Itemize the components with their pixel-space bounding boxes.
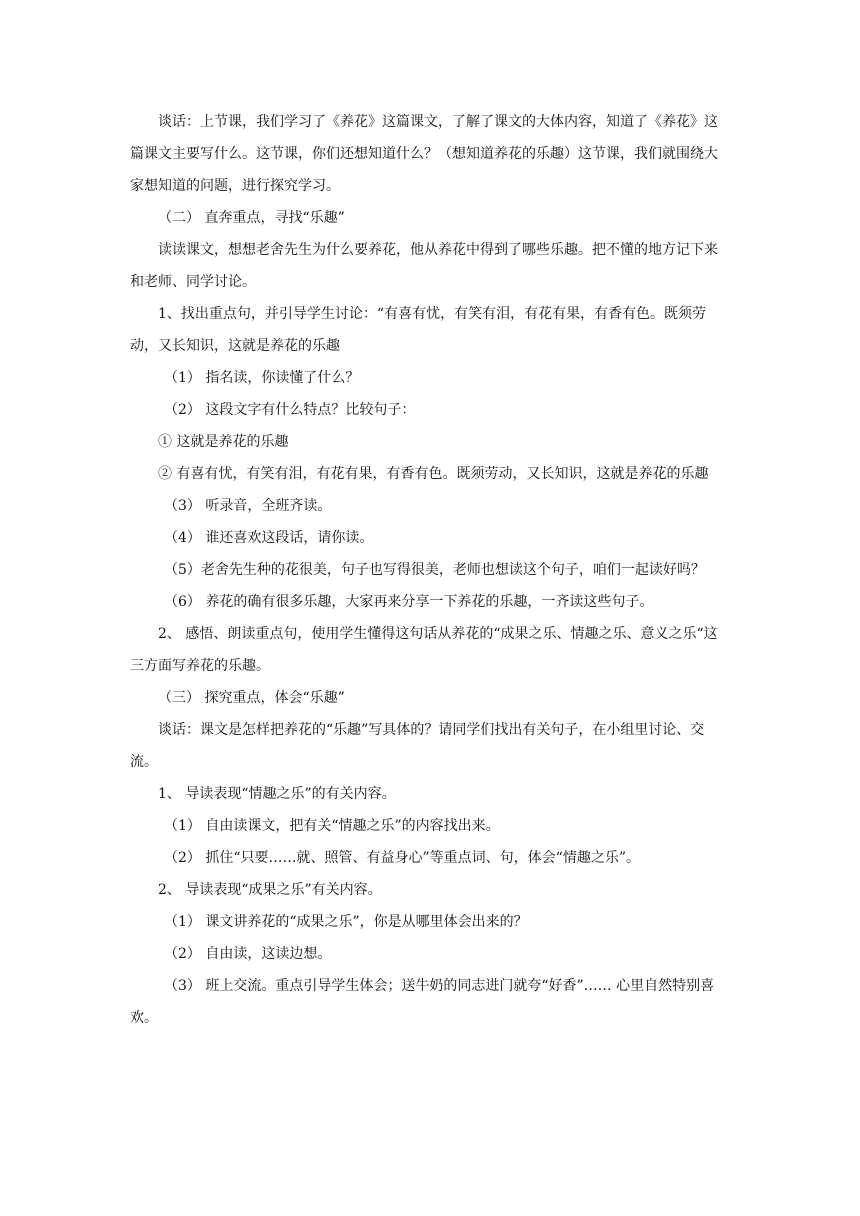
compare-sentence-1: ① 这就是养花的乐趣 (158, 434, 289, 450)
section-heading-two: （二） 直奔重点，寻找“乐趣” (158, 210, 345, 226)
list-item-interest-2: （2） 抓住“只要……就、照管、有益身心”等重点词、句，体会“情趣之乐”。 (164, 850, 640, 866)
paragraph-insight: 2、 感悟、朗读重点句，使用学生懂得这句话从养花的“成果之乐、情趣之乐、意义之乐“这三方面写养花的乐趣。 (130, 626, 718, 674)
list-item-4: （4） 谁还喜欢这段话，请你读。 (164, 530, 374, 546)
paragraph-discussion: 谈话：课文是怎样把养花的“乐趣”写具体的？请同学们找出有关句子，在小组里讨论、交流。 (130, 722, 705, 770)
list-item-result-2: （2） 自由读，这读边想。 (164, 946, 332, 962)
list-item-result-1: （1） 课文讲养花的“成果之乐”，你是从哪里体会出来的？ (164, 914, 528, 930)
list-item-5: （5）老舍先生种的花很美，句子也写得很美，老师也想读这个句子，咱们一起读好吗？ (164, 562, 705, 578)
paragraph-key-sentence: 1、找出重点句，并引导学生讨论：“有喜有忧，有笑有泪，有花有果，有香有色。既须劳动，又长知识，这就是养花的乐趣 (130, 306, 707, 354)
paragraph-intro-talk: 谈话：上节课，我们学习了《养花》这篇课文，了解了课文的大体内容，知道了《养花》这篇课文主要写什么。这节课，你们还想知道什么？（想知道养花的乐趣）这节课，我们就围绕大家想知道的问题，进行探究学习。 (130, 114, 718, 194)
section-heading-three: （三） 探究重点，体会“乐趣” (158, 690, 345, 706)
list-item-1: （1） 指名读，你读懂了什么？ (164, 370, 360, 386)
document-body (130, 106, 730, 1034)
list-item-result-3: （3） 班上交流。重点引导学生体会；送牛奶的同志进门就夸“好香”…… 心里自然特别喜欢。 (130, 978, 715, 1026)
compare-sentence-2: ② 有喜有忧，有笑有泪，有花有果，有香有色。既须劳动，又长知识，这就是养花的乐趣 (158, 466, 709, 482)
list-item-6: （6） 养花的确有很多乐趣，大家再来分享一下养花的乐趣，一齐读这些句子。 (164, 594, 654, 610)
paragraph-read-text: 读读课文，想想老舍先生为什么要养花，他从养花中得到了哪些乐趣。把不懂的地方记下来和老师、同学讨论。 (130, 242, 718, 290)
paragraph-guide-interest: 1、 导读表现“情趣之乐”的有关内容。 (158, 786, 396, 802)
list-item-2: （2） 这段文字有什么特点？比较句子： (164, 402, 416, 418)
paragraph-guide-result: 2、 导读表现“成果之乐”有关内容。 (158, 882, 382, 898)
list-item-interest-1: （1） 自由读课文，把有关“情趣之乐”的内容找出来。 (164, 818, 500, 834)
list-item-3: （3） 听录音，全班齐读。 (164, 498, 332, 514)
